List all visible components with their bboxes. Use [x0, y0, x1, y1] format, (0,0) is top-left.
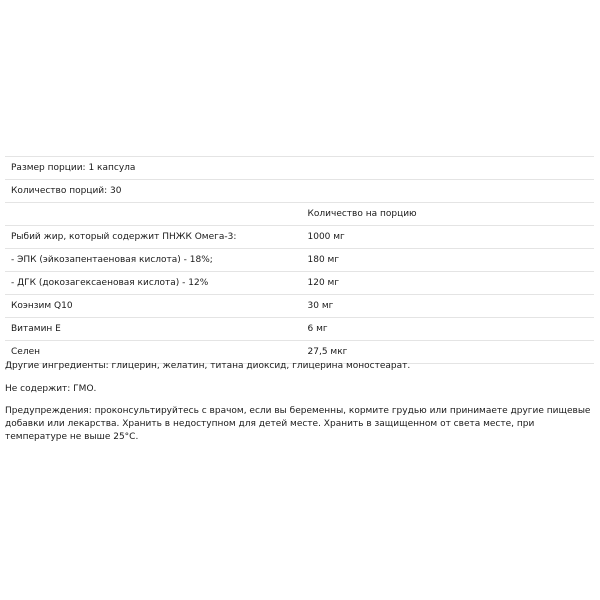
free-from-text: Не содержит: ГМО.	[5, 384, 97, 394]
serving-size-row	[5, 157, 594, 180]
ingredient-name: Витамин Е	[5, 318, 300, 341]
ingredient-amount: 180 мг	[300, 249, 595, 272]
ingredient-amount: 6 мг	[300, 318, 595, 341]
ingredient-name: - ДГК (докозагексаеновая кислота) - 12%	[5, 272, 300, 295]
ingredient-name: Рыбий жир, который содержит ПНЖК Омега-3:	[5, 226, 300, 249]
table-header-row	[5, 203, 594, 226]
table-row	[5, 226, 594, 249]
servings-count: Количество порций: 30	[5, 180, 594, 203]
table-row	[5, 249, 594, 272]
free-from-note	[5, 383, 593, 396]
ingredient-name: Коэнзим Q10	[5, 295, 300, 318]
warnings-note	[5, 405, 593, 444]
ingredient-name: - ЭПК (эйкозапентаеновая кислота) - 18%;	[5, 249, 300, 272]
supplement-facts-table	[5, 156, 594, 364]
warnings-text: Предупреждения: проконсультируйтесь с врачом, если вы беременны, кормите грудью или принимаете другие пищевые добавки или лекарства. Хранить в недоступном для детей месте. Хранить в защищенном от света месте, при температуре не выше 25°С.	[5, 406, 591, 442]
ingredient-name: Селен	[5, 341, 300, 364]
servings-row	[5, 180, 594, 203]
ingredient-amount: 27,5 мкг	[300, 341, 595, 364]
header-empty-cell	[5, 203, 300, 226]
other-ingredients-note	[5, 360, 593, 373]
serving-size: Размер порции: 1 капсула	[5, 157, 594, 180]
amount-per-serving-header: Количество на порцию	[300, 203, 595, 226]
table-row	[5, 272, 594, 295]
table-row	[5, 318, 594, 341]
table-row	[5, 295, 594, 318]
ingredient-amount: 120 мг	[300, 272, 595, 295]
ingredient-amount: 30 мг	[300, 295, 595, 318]
other-ingredients-text: Другие ингредиенты: глицерин, желатин, титана диоксид, глицерина моностеарат.	[5, 361, 411, 371]
ingredient-amount: 1000 мг	[300, 226, 595, 249]
